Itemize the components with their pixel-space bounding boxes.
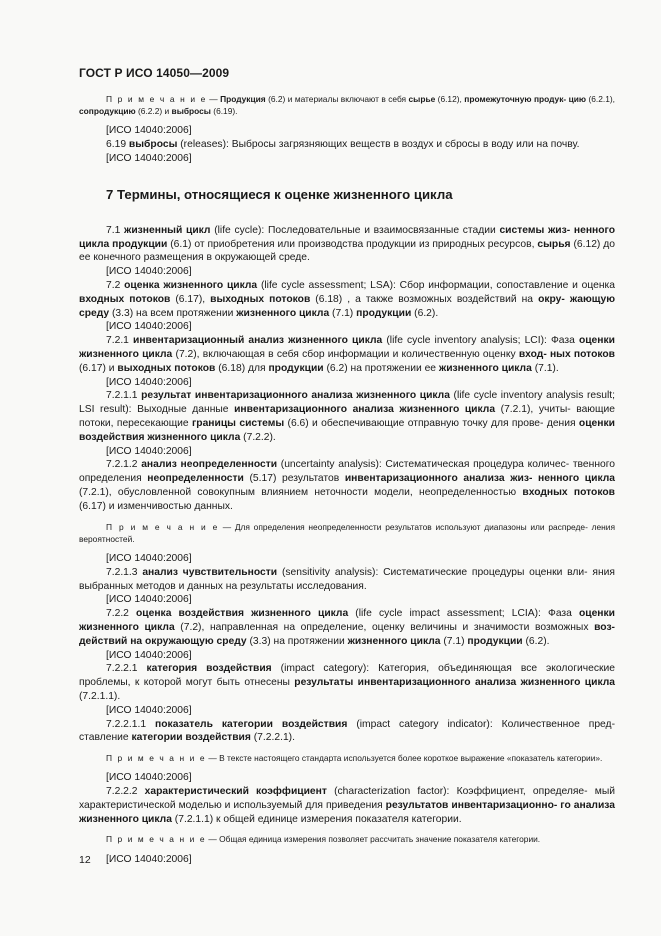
reference: [ИСО 14040:2006]: [106, 704, 192, 716]
term-7-2-1-1: 7.2.1.1 результат инвентаризационного анализа жизненного цикла (life cycle inventory analysis result; LSI result): Выходные данные инвентаризационного анализа жизненного цикла (7.2.1), учиты- вающие потоки, пересекающие границы системы (6.6) и обеспечивающие отправную точку для прове- дения оценки воздействия жизненного цикла (7.2.2).: [79, 390, 615, 443]
note-unit: П р и м е ч а н и е — Общая единица измерения позволяет рассчитать значение показателя категории.: [106, 834, 541, 845]
note-indicator: П р и м е ч а н и е — В тексте настоящего стандарта используется более короткое выражение «показатель категории».: [106, 753, 603, 764]
term-7-2-2-1: 7.2.2.1 категория воздействия (impact category): Категория, объединяющая все экологические проблемы, к которой могут быть отнесены результаты инвентаризационного анализа жизненного цикла (7.2.1.1).: [79, 663, 616, 702]
note-uncertainty: П р и м е ч а н и е — Для определения неопределенности результатов используют диапазоны или распреде- ления вероятностей.: [79, 521, 615, 544]
reference: [ИСО 14040:2006]: [106, 445, 192, 457]
term-7-2-2-2: 7.2.2.2 характеристический коэффициент (characterization factor): Коэффициент, определяе- мый характеристической моделью и используемый для приведения результатов инвентаризационно- го анализа жизненного цикла (7.2.1.1) к общей единице измерения показателя категории.: [79, 786, 615, 825]
document-header: ГОСТ Р ИСО 14050—2009: [79, 66, 230, 80]
reference: [ИСО 14040:2006]: [106, 552, 192, 564]
term-7-2-1-2: 7.2.1.2 анализ неопределенности (uncertainty analysis): Систематическая процедура количес- твенного определения неопределенности (5.17) результатов инвентаризационного анализа жиз- ненного цикла (7.2.1), обусловленной совокупным влиянием неточности модели, неопределенностью входных потоков (6.17) и изменчивостью данных.: [79, 459, 615, 512]
reference: [ИСО 14040:2006]: [106, 649, 192, 661]
term-6-19: 6.19 выбросы (releases): Выбросы загрязняющих веществ в воздух и сбросы в воду или на почву.: [106, 139, 580, 151]
term-7-2: 7.2 оценка жизненного цикла (life cycle assessment; LSA): Сбор информации, сопоставление и оценка входных потоков (6.17), выходных потоков (6.18) , а также возможных воздействий на окру- жающую среду (3.3) на всем протяжении жизненного цикла (7.1) продукции (6.2).: [79, 279, 615, 319]
reference: [ИСО 14040:2006]: [106, 321, 192, 333]
reference: [ИСО 14040:2006]: [106, 125, 192, 137]
section-title: 7 Термины, относящиеся к оценке жизненного цикла: [106, 186, 453, 202]
reference: [ИСО 14040:2006]: [106, 594, 192, 606]
term-7-2-2-1-1: 7.2.2.1.1 показатель категории воздействия (impact category indicator): Количественное пред- ставление категории воздействия (7.2.2.1).: [79, 718, 615, 744]
note-products: П р и м е ч а н и е — Продукция (6.2) и материалы включают в себя сырье (6.12), промежуточную продук- цию (6.2.1), сопродукцию (6.2.2) и выбросы (6.19).: [79, 94, 616, 117]
term-7-2-2: 7.2.2 оценка воздействия жизненного цикла (life cycle impact assessment; LCIA): Фаза оценки жизненного цикла (7.2), направленная на определение, оценку величины и значимости возможных воз- действий на окружающую среду (3.3) на протяжении жизненного цикла (7.1) продукции (6.2).: [79, 608, 616, 647]
reference: [ИСО 14040:2006]: [106, 772, 192, 784]
reference: [ИСО 14040:2006]: [106, 266, 192, 278]
term-7-2-1: 7.2.1 инвентаризационный анализ жизненного цикла (life cycle inventory analysis; LCI): Фаза оценки жизненного цикла (7.2), включающая в себя сбор информации и количественную оценку вход- ных потоков (6.17) и выходных потоков (6.18) для продукции (6.2) на протяжении ее жизненного цикла (7.1).: [79, 335, 616, 374]
page-number: 12: [79, 854, 91, 866]
term-7-2-1-3: 7.2.1.3 анализ чувствительности (sensitivity analysis): Систематические процедуры оценки вли- яния выбранных методов и данных на результаты исследования.: [79, 566, 615, 592]
document-body: [79, 93, 615, 866]
reference: [ИСО 14040:2006]: [106, 853, 192, 865]
term-7-1: 7.1 жизненный цикл (life cycle): Последовательные и взаимосвязанные стадии системы жиз- ненного цикла продукции (6.1) от приобретения или производства продукции из природных ресурсов, сырья (6.12) до ее конечного размещения в окружающей среде.: [79, 224, 616, 264]
reference: [ИСО 14040:2006]: [106, 376, 192, 388]
reference: [ИСО 14040:2006]: [106, 153, 192, 164]
